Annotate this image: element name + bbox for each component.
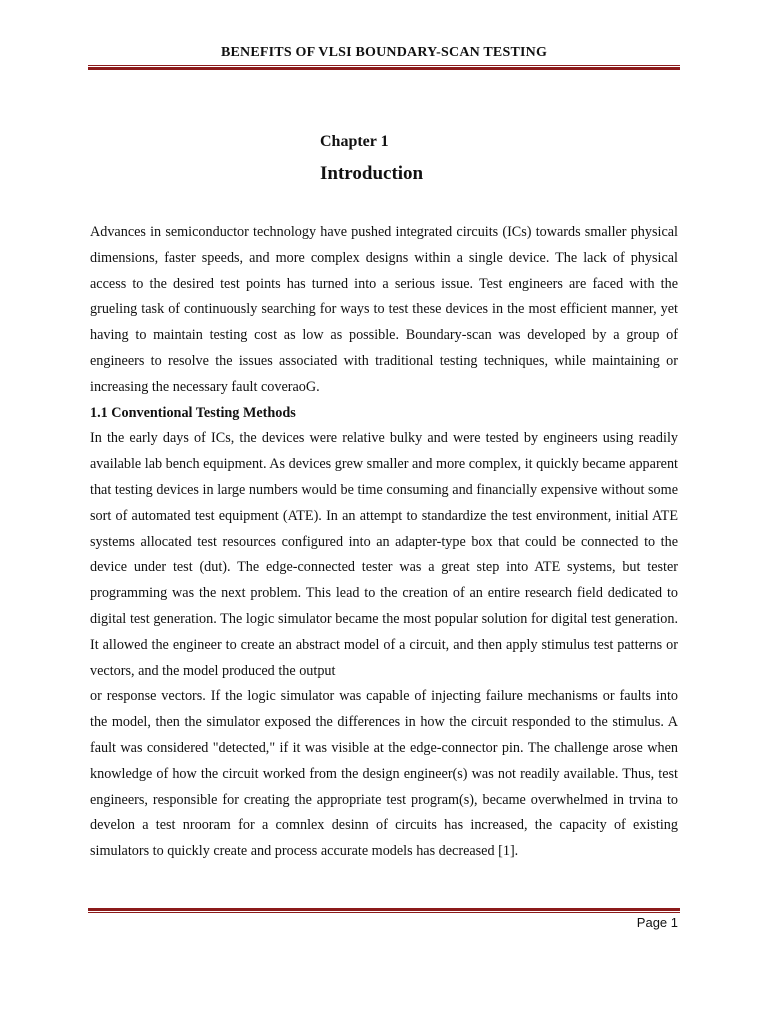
section-paragraph: In the early days of ICs, the devices were relative bulky and were tested by engineers using readily available lab bench equipment. As devices grew smaller and more complex, it quickly became apparent that testing devices in large numbers would be time consuming and financially expensive without some sort of automated test equipment (ATE). In an attempt to standardize the test environment, initial ATE systems allocated test resources configured into an adapter-type box that could be connected to the device under test (dut). The edge-connected tester was a great step into ATE systems, but tester programming was the next problem. This lead to the creation of an entire research field dedicated to digital test generation. The logic simulator became the most popular solution for digital test generation. It allowed the engineer to create an abstract model of a circuit, and then apply stimulus test patterns or vectors, and the model produced the output xyxy=(90,430,678,679)
intro-paragraph: Advances in semiconductor technology have pushed integrated circuits (ICs) towards smaller physical dimensions, faster speeds, and more complex designs within a single device. The lack of physical access to the desired test points has turned into a serious issue. Test engineers are faced with the grueling task of continuously searching for ways to test these devices in the most efficient manner, yet having to maintain testing cost as low as possible. Boundary-scan was developed by a group of engineers to resolve the issues associated with traditional testing techniques, while maintaining or increasing the necessary fault coveraoG. xyxy=(90,224,678,395)
footer-rule-bottom xyxy=(88,912,680,913)
chapter-title: Introduction xyxy=(320,163,424,184)
body-text xyxy=(90,220,678,865)
section-paragraph-continued: or response vectors. If the logic simulator was capable of injecting failure mechanisms or faults into the model, then the simulator exposed the differences in how the circuit responded to the stimulus. A fault was considered "detected," if it was visible at the edge-connector pin. The challenge arose when knowledge of how the circuit worked from the design engineer(s) was not readily available. Thus, test engineers, responsible for creating the appropriate test program(s), became overwhelmed in trvina to develon a test nrooram for a comnlex desinn of circuits has increased, the capacity of existing simulators to quickly create and process accurate models has decreased [1]. xyxy=(90,688,678,860)
header-rule-top xyxy=(88,65,680,66)
page-number: Page 1 xyxy=(636,915,678,930)
running-header: BENEFITS OF VLSI BOUNDARY-SCAN TESTING xyxy=(220,45,548,60)
header-rule xyxy=(88,67,680,70)
chapter-label: Chapter 1 xyxy=(320,133,389,150)
section-heading: 1.1 Conventional Testing Methods xyxy=(90,404,296,421)
footer-rule xyxy=(88,908,680,911)
